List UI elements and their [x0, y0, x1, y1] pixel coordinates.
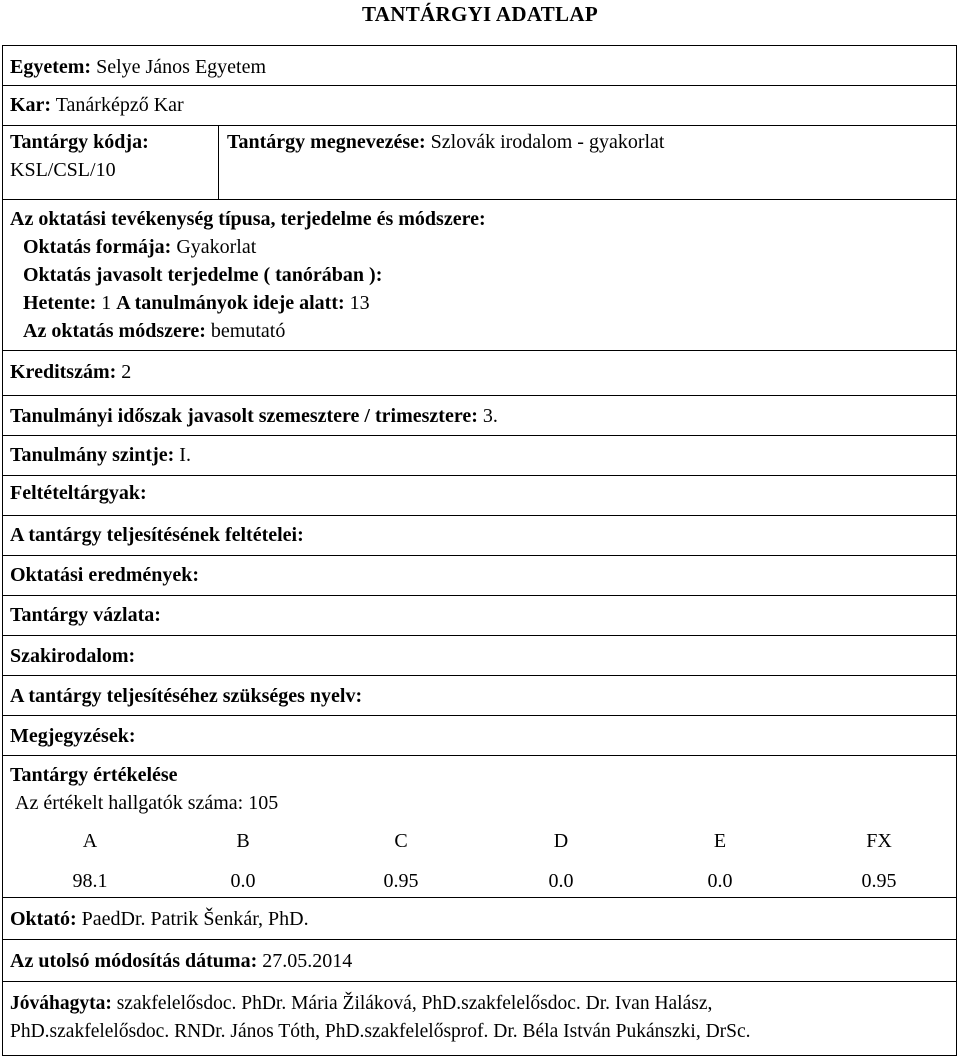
- university-label: Egyetem:: [10, 56, 92, 78]
- credits-row: [3, 351, 956, 396]
- activity-row: [3, 200, 956, 351]
- semester-value: 3.: [482, 405, 498, 427]
- notes-label: Megjegyzések:: [10, 725, 136, 747]
- activity-heading: Az oktatási tevékenység típusa, terjedelme és módszere:: [10, 208, 486, 230]
- outcomes-row: [3, 556, 956, 596]
- grade-header: E: [713, 830, 727, 852]
- conditions-label: A tantárgy teljesítésének feltételei:: [10, 524, 304, 546]
- lecturer-value: PaedDr. Patrik Šenkár, PhD.: [81, 908, 309, 930]
- grade-header: B: [236, 830, 250, 852]
- literature-row: [3, 636, 956, 676]
- outline-label: Tantárgy vázlata:: [10, 604, 161, 626]
- university-row: [3, 46, 956, 86]
- grade-percentage: 0.95: [861, 870, 897, 892]
- activity-method: [10, 317, 956, 345]
- course-name-cell: [219, 126, 956, 199]
- last-modified-label: Az utolsó módosítás dátuma:: [10, 950, 258, 972]
- approved-line-1: [10, 990, 956, 1018]
- last-modified-value: 27.05.2014: [262, 950, 353, 972]
- last-modified-row: [3, 940, 956, 982]
- course-row: [3, 126, 956, 200]
- faculty-label: Kar:: [10, 94, 52, 116]
- method-value: bemutató: [210, 320, 286, 342]
- approved-row: [3, 982, 956, 1054]
- course-datasheet: [2, 45, 957, 1056]
- grade-header: FX: [866, 830, 892, 852]
- document-title: TANTÁRGYI ADATLAP: [362, 2, 598, 26]
- level-label: Tanulmány szintje:: [10, 444, 175, 466]
- course-code-value: KSL/CSL/10: [10, 159, 116, 181]
- course-code-cell: [3, 126, 219, 199]
- course-name-label: Tantárgy megnevezése:: [227, 131, 426, 153]
- notes-row: [3, 716, 956, 756]
- lecturer-row: [3, 898, 956, 940]
- credits-value: 2: [121, 361, 132, 383]
- grade-percentage: 0.0: [548, 870, 574, 892]
- activity-form-value: Gyakorlat: [176, 236, 257, 258]
- grade-table: [3, 823, 956, 895]
- grade-percentage: 0.0: [707, 870, 733, 892]
- language-label: A tantárgy teljesítéséhez szükséges nyelv:: [10, 685, 363, 707]
- conditions-row: [3, 516, 956, 556]
- faculty-value: Tanárképző Kar: [55, 94, 184, 116]
- grade-header: A: [82, 830, 98, 852]
- activity-form-label: Oktatás formája:: [23, 236, 172, 258]
- outline-row: [3, 596, 956, 636]
- weekly-value: 1: [101, 292, 112, 314]
- prerequisites-label: Feltételtárgyak:: [10, 482, 147, 504]
- method-label: Az oktatás módszere:: [23, 320, 206, 342]
- prerequisites-row: [3, 476, 956, 516]
- level-value: I.: [179, 444, 191, 466]
- credits-label: Kreditszám:: [10, 361, 117, 383]
- approved-text-1: szakfelelősdoc. PhDr. Mária Žiláková, PhD.szakfelelősdoc. Dr. Ivan Halász,: [116, 993, 713, 1014]
- language-row: [3, 676, 956, 716]
- approved-label: Jóváhagyta:: [10, 993, 112, 1014]
- activity-scope-label: Oktatás javasolt terjedelme ( tanórában ):: [23, 264, 383, 286]
- faculty-row: [3, 86, 956, 126]
- grade-header: D: [553, 830, 569, 852]
- lecturer-label: Oktató:: [10, 908, 77, 930]
- grade-percentage: 0.95: [383, 870, 419, 892]
- semester-row: [3, 396, 956, 436]
- weekly-label: Hetente:: [23, 292, 97, 314]
- grade-header: C: [394, 830, 408, 852]
- course-name-value: Szlovák irodalom - gyakorlat: [430, 131, 665, 153]
- literature-label: Szakirodalom:: [10, 645, 136, 667]
- evaluation-heading: Tantárgy értékelése: [10, 764, 178, 786]
- outcomes-label: Oktatási eredmények:: [10, 564, 200, 586]
- grade-percentage: 0.0: [230, 870, 256, 892]
- total-value: 13: [349, 292, 370, 314]
- semester-label: Tanulmányi időszak javasolt szemesztere / trimesztere:: [10, 405, 478, 427]
- level-row: [3, 436, 956, 476]
- approved-text-2: PhD.szakfelelősdoc. RNDr. János Tóth, PhD.szakfelelősprof. Dr. Béla István Pukánszki, DrSc.: [10, 1021, 751, 1042]
- course-code-label: Tantárgy kódja:: [10, 131, 149, 153]
- activity-form: [10, 233, 956, 261]
- evaluated-count: Az értékelt hallgatók száma: 105: [15, 792, 279, 814]
- university-value: Selye János Egyetem: [96, 56, 267, 78]
- total-label: A tanulmányok ideje alatt:: [116, 292, 345, 314]
- grade-percentage: 98.1: [72, 870, 108, 892]
- activity-scope: [10, 289, 956, 317]
